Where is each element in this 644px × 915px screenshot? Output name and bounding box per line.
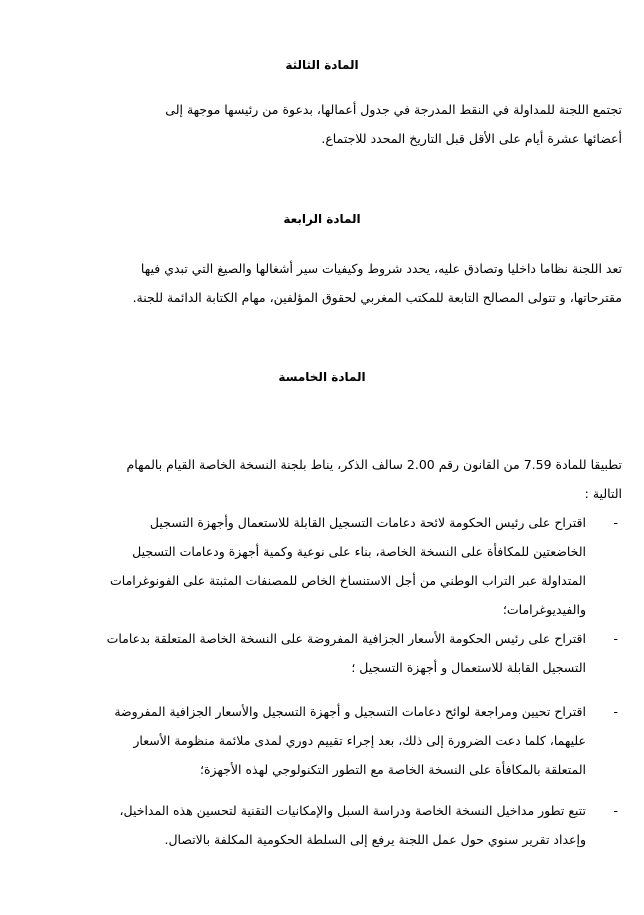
list-item-1-line-3: المتداولة عبر التراب الوطني من أجل الاستنساخ الخاص للمصنفات المثبتة على الفونوغرامات [110, 573, 586, 588]
article-3-line-2: أعضائها عشرة أيام على الأقل قبل التاريخ المحدد للاجتماع. [321, 131, 622, 146]
list-dash: - [613, 704, 618, 719]
list-item-2-line-1: اقتراح على رئيس الحكومة الأسعار الجزافية المفروضة على النسخة الخاصة المتعلقة بدعامات [106, 631, 586, 646]
article-5-intro-line-2: التالية : [584, 486, 622, 501]
article-5-heading: المادة الخامسة [278, 370, 366, 384]
list-dash: - [613, 631, 618, 646]
article-4-paragraph [22, 254, 622, 312]
list-item-1-line-4: والفيديوغرامات؛ [502, 602, 586, 617]
article-4-line-2: مقترحاتها، و تتولى المصالح التابعة للمكتب المغربي لحقوق المؤلفين، مهام الكتابة الدائمة للجنة. [132, 290, 622, 305]
list-item-2-line-2: التسجيل القابلة للاستعمال و أجهزة التسجيل ؛ [351, 660, 586, 675]
article-3-paragraph [22, 95, 622, 153]
article-5-intro-line-1: تطبيقا للمادة 7.59 من القانون رقم 2.00 سالف الذكر، يناط بلجنة النسخة الخاصة القيام بالمهام [126, 457, 622, 472]
article-3-heading: المادة الثالثة [285, 58, 359, 72]
list-item [22, 508, 622, 624]
article-4-line-1: تعد اللجنة نظاما داخليا وتصادق عليه، يحدد شروط وكيفيات سير أشغالها والصيغ التي تبدي فيها [140, 261, 622, 276]
list-item [22, 697, 622, 784]
list-item-1-line-2: الخاضعتين للمكافأة على النسخة الخاصة، بناء على نوعية وكمية أجهزة ودعامات التسجيل [132, 544, 586, 559]
list-dash: - [613, 515, 618, 530]
article-3-line-1: تجتمع اللجنة للمداولة في النقط المدرجة في جدول أعمالها، بدعوة من رئيسها موجهة إلى [165, 102, 622, 117]
list-item [22, 796, 622, 854]
list-item-4-line-2: وإعداد تقرير سنوي حول عمل اللجنة يرفع إلى السلطة الحكومية المكلفة بالاتصال. [164, 832, 586, 847]
list-item-1-line-1: اقتراح على رئيس الحكومة لائحة دعامات التسجيل القابلة للاستعمال وأجهزة التسجيل [149, 515, 586, 530]
article-5-intro [22, 450, 622, 508]
list-item-3-line-1: اقتراح تحيين ومراجعة لوائح دعامات التسجيل و أجهزة التسجيل والأسعار الجزافية المفروضة [114, 704, 586, 719]
list-item-3-line-2: عليهما، كلما دعت الضرورة إلى ذلك، بعد إجراء تقييم دوري لمدى ملائمة منظومة الأسعار [133, 733, 586, 748]
list-item [22, 624, 622, 682]
list-dash: - [613, 803, 618, 818]
list-item-3-line-3: المتعلقة بالمكافأة على النسخة الخاصة مع التطور التكنولوجي لهذه الأجهزة؛ [199, 762, 586, 777]
article-4-heading: المادة الرابعة [283, 212, 361, 226]
list-item-4-line-1: تتبع تطور مداخيل النسخة الخاصة ودراسة السبل والإمكانيات التقنية لتحسين هذه المداخيل، [119, 803, 586, 818]
